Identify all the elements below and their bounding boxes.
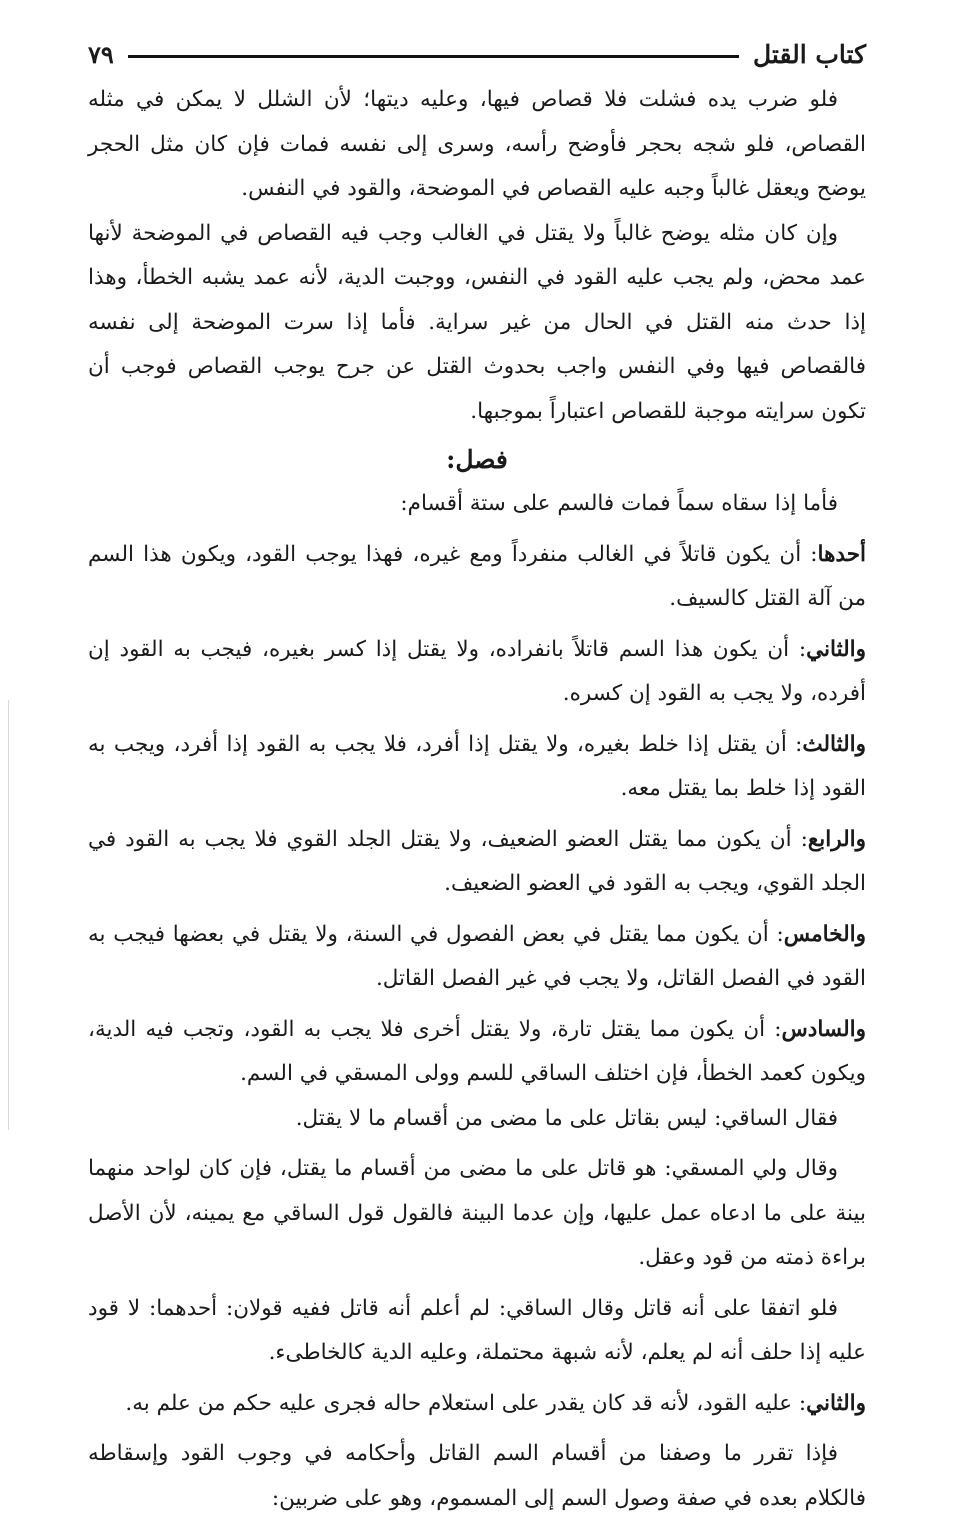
paragraph-paralysis: فلو ضرب يده فشلت فلا قصاص فيها، وعليه ديتها؛ لأن الشلل لا يمكن في مثله القصاص، فلو شجه بحجر فأوضح رأسه، وسرى إلى نفسه فمات فإن كان مثل الحجر يوضح ويعقل غالباً وجبه عليه القصاص في الموضحة، والقود في النفس. — [88, 87, 866, 201]
division-item — [88, 533, 866, 622]
paragraph-guardian-claim: وقال ولي المسقي: هو قاتل على ما مضى من أقسام ما يقتل، فإن كان لواحد منهما بينة على ما ادعاه عمل عليها، وإن عدما البينة فالقول قول الساقي مع يمينه، لأن الأصل براءة ذمته من قود وعقل. — [88, 1156, 866, 1270]
running-header — [88, 32, 866, 76]
poison-intro: فأما إذا سقاه سماً فمات فالسم على ستة أقسام: — [400, 491, 838, 516]
division-text: : أن يكون مما يقتل العضو الضعيف، ولا يقتل الجلد القوي فلا يجب به القود في الجلد القوي، ويجب به القود في العضو الضعيف. — [88, 826, 866, 896]
division-text: : أن يكون هذا السم قاتلاً بانفراده، ولا يقتل إذا كسر بغيره، فيجب به القود إن أفرده، ولا يجب به القود إن كسره. — [88, 636, 866, 706]
division-item — [88, 723, 866, 812]
header-rule — [128, 55, 739, 58]
division-term: والثالث — [802, 731, 866, 757]
page-number: ٧٩ — [88, 39, 114, 69]
division-item — [88, 818, 866, 907]
division-item — [88, 913, 866, 1002]
paragraph-conclusion: فإذا تقرر ما وصفنا من أقسام السم القاتل وأحكامه في وجوب القود وإسقاطه فالكلام بعده في صفة وصول السم إلى المسموم، وهو على ضربين: — [88, 1441, 866, 1511]
opinion-term: والثاني — [806, 1390, 866, 1416]
division-term: والسادس — [781, 1016, 866, 1042]
division-term: والخامس — [783, 921, 866, 947]
division-item — [88, 1008, 866, 1097]
section-heading: فصل: — [446, 445, 508, 474]
division-term: والرابع — [807, 826, 866, 852]
division-text: : أن يكون مما يقتل تارة، ولا يقتل أخرى فلا يجب به القود، وتجب فيه الدية، ويكون كعمد الخطأ، فإن اختلف الساقي للسم وولى المسقي في السم. — [88, 1016, 866, 1086]
division-text: : أن يكون مما يقتل في بعض الفصول في السنة، ولا يقتل في بعضها فيجب به القود في الفصل القاتل، ولا يجب في غير الفصل القاتل. — [88, 921, 866, 991]
division-item — [88, 628, 866, 717]
paragraph-giver-claim: فقال الساقي: ليس بقاتل على ما مضى من أقسام ما لا يقتل. — [295, 1105, 838, 1131]
opinion-text: : عليه القود، لأنه قد كان يقدر على استعلام حاله فجرى عليه حكم من علم به. — [125, 1390, 807, 1416]
division-text: : أن يقتل إذا خلط بغيره، ولا يقتل إذا أفرد، فلا يجب به القود إذا أفرد، ويجب به القود إذا خلط بما يقتل معه. — [88, 731, 866, 801]
division-term: أحدها — [817, 541, 866, 567]
page-body — [88, 78, 866, 1521]
second-opinion — [88, 1382, 866, 1427]
division-text: : أن يكون قاتلاً في الغالب منفرداً ومع غيره، فهذا يوجب القود، ويكون هذا السم من آلة القتل كالسيف. — [88, 541, 866, 611]
paragraph-two-opinions: فلو اتفقا على أنه قاتل وقال الساقي: لم أعلم أنه قاتل ففيه قولان: أحدهما: لا قود عليه إذا حلف أنه لم يعلم، لأنه شبهة محتملة، وعليه الدية كالخاطىء. — [88, 1295, 866, 1365]
paragraph-head-wound: وإن كان مثله يوضح غالباً ولا يقتل في الغالب وجب فيه القصاص في الموضحة لأنها عمد محض، ولم يجب عليه القود في النفس، ووجبت الدية، لأنه عمد يشبه الخطأ، وهذا إذا حدث منه القتل في الحال من غير سراية. فأما إذا سرت الموضحة إلى نفسه فالقصاص فيها وفي النفس واجب بحدوث القتل عن جرح يوجب القصاص فوجب أن تكون سرايته موجبة للقصاص اعتباراً بموجبها. — [88, 220, 866, 424]
scan-edge-mark — [8, 700, 9, 1130]
book-page — [88, 32, 866, 1521]
chapter-title: كتاب القتل — [753, 39, 866, 69]
division-term: والثاني — [806, 636, 866, 662]
